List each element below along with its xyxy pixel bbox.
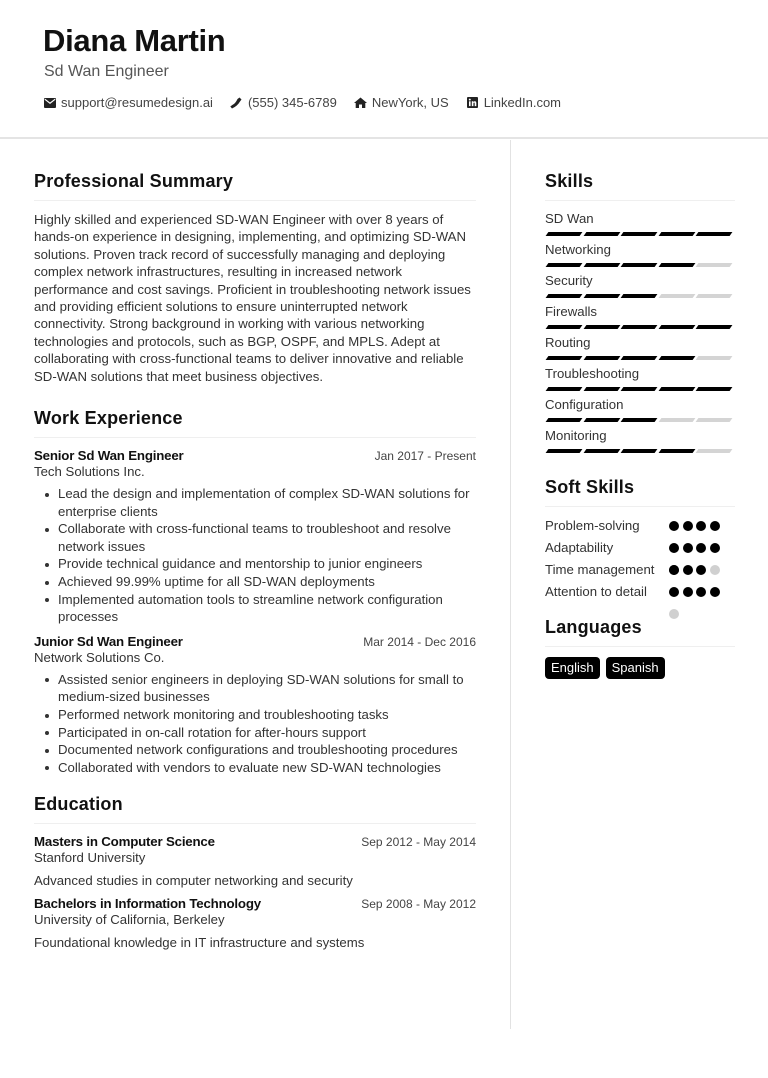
skill-name: Troubleshooting (545, 366, 640, 381)
job-date: Jan 2017 - Present (374, 449, 476, 464)
job-bullets (34, 485, 476, 626)
skill-level-segment (696, 294, 733, 298)
job-bullet: Implemented automation tools to streamline network configuration processes (43, 591, 476, 626)
skill-level-segment (546, 263, 583, 267)
job-company: Network Solutions Co. (34, 649, 165, 665)
skill-item (545, 273, 735, 298)
languages-section (545, 617, 735, 679)
skill-level-bar (545, 232, 735, 236)
job-company: Tech Solutions Inc. (34, 464, 145, 480)
language-tags (545, 657, 735, 679)
skill-item (545, 242, 735, 267)
skill-level-bar (545, 294, 735, 298)
rating-dot-icon (683, 565, 693, 575)
skill-item (545, 304, 735, 329)
language-tag: Spanish (606, 657, 665, 679)
education-section (34, 794, 476, 950)
rating-dot-icon (710, 565, 720, 575)
skill-level-segment (621, 263, 658, 267)
skill-name: Security (545, 273, 593, 288)
degree: Bachelors in Information Technology (34, 896, 261, 912)
soft-skill-item (545, 561, 735, 579)
contact-location-text: NewYork, US (371, 95, 449, 110)
skill-item (545, 366, 735, 391)
skill-level-segment (696, 325, 733, 329)
job-date: Mar 2014 - Dec 2016 (363, 634, 476, 649)
soft-skills-section (545, 477, 735, 601)
job-bullet: Performed network monitoring and troubleshooting tasks (43, 706, 476, 724)
rating-dot-icon (669, 587, 679, 597)
skills-title: Skills (545, 171, 735, 201)
soft-skill-name: Attention to detail (545, 584, 647, 599)
education-entry (34, 896, 476, 950)
rating-dot-icon (669, 609, 679, 619)
skill-level-bar (545, 325, 735, 329)
candidate-name: Diana Martin (43, 23, 226, 58)
rating-dot-icon (669, 521, 679, 531)
soft-skill-item (545, 517, 735, 535)
job-bullet: Achieved 99.99% uptime for all SD-WAN deployments (43, 573, 476, 591)
skill-level-segment (621, 356, 658, 360)
skill-level-segment (658, 294, 695, 298)
skill-level-bar (545, 418, 735, 422)
home-icon (354, 96, 367, 109)
skill-name: Networking (545, 242, 611, 257)
job-bullet: Collaborated with vendors to evaluate new SD-WAN technologies (43, 759, 476, 777)
rating-dot-icon (696, 565, 706, 575)
degree: Masters in Computer Science (34, 834, 215, 850)
experience-title: Work Experience (34, 408, 476, 438)
skill-level-segment (696, 356, 733, 360)
soft-skill-rating (669, 517, 725, 535)
skill-level-segment (583, 449, 620, 453)
soft-skill-name: Adaptability (545, 540, 614, 555)
summary-title: Professional Summary (34, 171, 476, 201)
skill-level-segment (583, 325, 620, 329)
languages-title: Languages (545, 617, 735, 647)
rating-dot-icon (710, 587, 720, 597)
contact-linkedin[interactable] (466, 95, 561, 110)
soft-skill-rating (669, 583, 725, 601)
soft-skill-rating (669, 561, 725, 579)
contact-bar (43, 95, 578, 110)
skill-level-segment (658, 263, 695, 267)
job-bullet: Provide technical guidance and mentorship to junior engineers (43, 555, 476, 573)
soft-skill-name: Problem-solving (545, 518, 640, 533)
job-title: Senior Sd Wan Engineer (34, 448, 184, 464)
skill-item (545, 211, 735, 236)
soft-skill-item (545, 539, 735, 557)
skill-level-segment (658, 387, 695, 391)
job-bullet: Participated in on-call rotation for after-hours support (43, 724, 476, 742)
skill-level-segment (696, 263, 733, 267)
rating-dot-icon (669, 543, 679, 553)
main-column (34, 171, 476, 972)
skill-level-segment (583, 418, 620, 422)
education-entry (34, 834, 476, 888)
education-description: Foundational knowledge in IT infrastructure and systems (34, 935, 365, 951)
skill-level-segment (621, 387, 658, 391)
column-divider (510, 140, 511, 1029)
skill-level-segment (621, 294, 658, 298)
job-entry (34, 634, 476, 777)
resume-header (0, 0, 768, 139)
contact-email[interactable] (43, 95, 213, 110)
skill-level-segment (658, 232, 695, 236)
rating-dot-icon (683, 587, 693, 597)
skill-level-segment (696, 232, 733, 236)
rating-dot-icon (710, 521, 720, 531)
skill-level-segment (621, 325, 658, 329)
language-tag: English (545, 657, 600, 679)
education-date: Sep 2008 - May 2012 (361, 897, 476, 912)
sidebar-column (545, 171, 735, 701)
rating-dot-icon (696, 521, 706, 531)
job-bullets (34, 671, 476, 777)
skill-level-segment (583, 356, 620, 360)
rating-dot-icon (669, 565, 679, 575)
job-title: Junior Sd Wan Engineer (34, 633, 183, 649)
skill-level-segment (546, 294, 583, 298)
job-bullet: Assisted senior engineers in deploying SD-WAN solutions for small to medium-sized businesses (43, 671, 476, 706)
skill-level-segment (658, 356, 695, 360)
skill-level-bar (545, 387, 735, 391)
soft-skill-item (545, 583, 735, 601)
candidate-role: Sd Wan Engineer (44, 63, 169, 80)
soft-skill-name: Time management (545, 562, 655, 577)
skill-level-bar (545, 356, 735, 360)
rating-dot-icon (696, 543, 706, 553)
soft-skills-list (545, 517, 735, 601)
education-title: Education (34, 794, 476, 824)
skill-level-segment (583, 263, 620, 267)
skill-level-segment (583, 232, 620, 236)
skill-level-segment (621, 449, 658, 453)
skill-level-bar (545, 449, 735, 453)
skill-level-segment (583, 294, 620, 298)
skill-level-segment (696, 449, 733, 453)
envelope-icon (43, 96, 56, 109)
education-date: Sep 2012 - May 2014 (361, 835, 476, 850)
rating-dot-icon (696, 587, 706, 597)
rating-dot-icon (683, 543, 693, 553)
skill-level-segment (546, 387, 583, 391)
skill-name: Monitoring (545, 428, 607, 443)
job-bullet: Lead the design and implementation of complex SD-WAN solutions for enterprise clients (43, 485, 476, 520)
education-description: Advanced studies in computer networking and security (34, 873, 353, 889)
skill-level-segment (621, 418, 658, 422)
skill-level-segment (696, 387, 733, 391)
skill-level-segment (621, 232, 658, 236)
skill-level-segment (658, 418, 695, 422)
skill-name: Configuration (545, 397, 624, 412)
skill-item (545, 335, 735, 360)
contact-email-text: support@resumedesign.ai (61, 95, 213, 110)
school: Stanford University (34, 850, 146, 866)
school: University of California, Berkeley (34, 912, 225, 928)
contact-linkedin-text: LinkedIn.com (483, 95, 562, 110)
soft-skill-rating (669, 539, 725, 557)
skill-level-segment (546, 418, 583, 422)
skill-level-segment (658, 449, 695, 453)
contact-phone-text: (555) 345-6789 (247, 95, 337, 110)
skill-item (545, 428, 735, 453)
job-bullet: Documented network configurations and troubleshooting procedures (43, 741, 476, 759)
rating-dot-icon (683, 521, 693, 531)
skill-level-segment (546, 232, 583, 236)
skills-section (545, 171, 735, 453)
summary-section (34, 171, 476, 385)
skill-name: Routing (545, 335, 591, 350)
skill-level-segment (546, 356, 583, 360)
linkedin-icon (466, 96, 479, 109)
skills-list (545, 211, 735, 453)
skill-level-segment (583, 387, 620, 391)
skill-name: Firewalls (545, 304, 598, 319)
skill-level-segment (546, 325, 583, 329)
skill-level-bar (545, 263, 735, 267)
summary-text: Highly skilled and experienced SD-WAN Engineer with over 8 years of hands-on experience in designing, implementing, and optimizing SD-WAN solutions. Proven track record of successfully managing and deploying complex network infrastructures, resulting in increased network performance and cost savings. Proficient in troubleshooting network issues and providing efficient solutions to ensure uninterrupted network connectivity. Strong background in working with various networking technologies and protocols, such as BGP, OSPF, and MPLS. Adept at collaborating with cross-functional teams to deliver innovative and reliable SD-WAN solutions that meet business objectives. (34, 212, 471, 384)
skill-level-segment (696, 418, 733, 422)
contact-location (354, 95, 449, 110)
contact-phone[interactable] (230, 95, 337, 110)
skill-level-segment (546, 449, 583, 453)
skill-item (545, 397, 735, 422)
skill-name: SD Wan (545, 211, 594, 226)
soft-skills-title: Soft Skills (545, 477, 735, 507)
job-bullet: Collaborate with cross-functional teams to troubleshoot and resolve network issues (43, 520, 476, 555)
rating-dot-icon (710, 543, 720, 553)
skill-level-segment (658, 325, 695, 329)
job-entry (34, 448, 476, 626)
experience-section (34, 408, 476, 776)
phone-icon (230, 96, 243, 109)
